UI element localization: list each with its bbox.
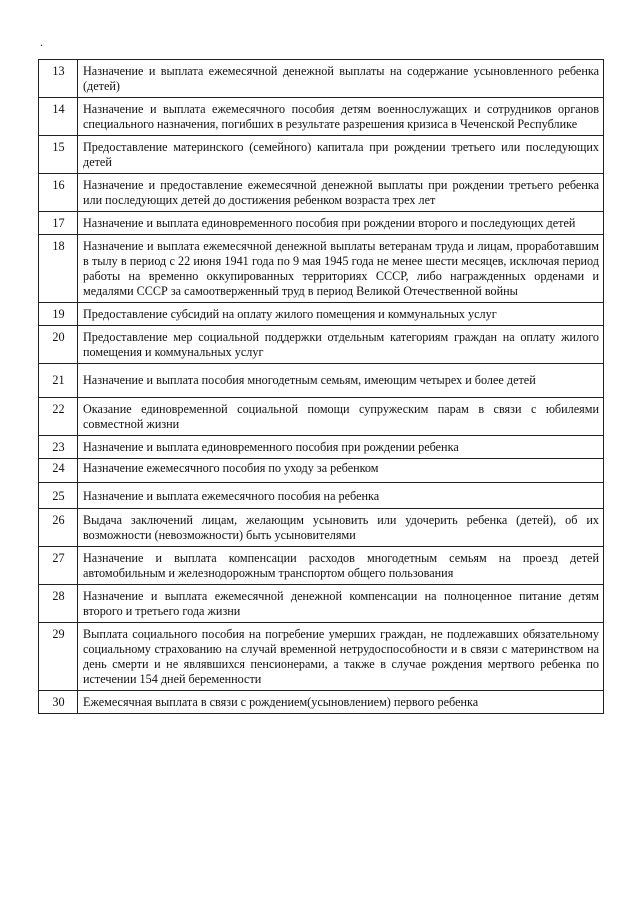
row-number: 24	[39, 459, 78, 483]
row-number: 22	[39, 398, 78, 436]
table-row	[39, 547, 604, 585]
row-description: Выплата социального пособия на погребение умерших граждан, не подлежавших обязательному социальному страхованию на случай временной нетрудоспособности и в связи с материнством на день смерти и не являвшихся пенсионерами, а также в случае рождения мертвого ребенка по истечении 154 дней беременности	[78, 623, 604, 691]
row-description: Назначение и выплата пособия многодетным семьям, имеющим четырех и более детей	[78, 364, 604, 398]
table-row	[39, 509, 604, 547]
table-row	[39, 364, 604, 398]
row-number: 15	[39, 136, 78, 174]
row-number: 21	[39, 364, 78, 398]
row-number: 23	[39, 436, 78, 459]
row-description: Назначение и выплата ежемесячного пособия детям военнослужащих и сотрудников органов специального назначения, погибших в результате разрешения кризиса в Чеченской Республике	[78, 98, 604, 136]
table-row	[39, 235, 604, 303]
row-number: 16	[39, 174, 78, 212]
row-description: Назначение и предоставление ежемесячной денежной выплаты при рождении третьего ребенка или последующих детей до достижения ребенком возраста трех лет	[78, 174, 604, 212]
row-description: Предоставление мер социальной поддержки отдельным категориям граждан на оплату жилого помещения и коммунальных услуг	[78, 326, 604, 364]
services-table-body	[39, 60, 604, 714]
table-row	[39, 623, 604, 691]
row-description: Назначение и выплата единовременного пособия при рождении второго и последующих детей	[78, 212, 604, 235]
table-row	[39, 303, 604, 326]
row-number: 25	[39, 483, 78, 509]
row-number: 30	[39, 691, 78, 714]
row-description: Назначение и выплата компенсации расходов многодетным семьям на проезд детей автомобильным и железнодорожным транспортом общего пользования	[78, 547, 604, 585]
table-row	[39, 483, 604, 509]
table-row	[39, 98, 604, 136]
table-row	[39, 585, 604, 623]
table-row	[39, 136, 604, 174]
row-description: Оказание единовременной социальной помощи супружеским парам в связи с юбилеями совместной жизни	[78, 398, 604, 436]
row-description: Назначение и выплата ежемесячного пособия на ребенка	[78, 483, 604, 509]
table-row	[39, 459, 604, 483]
table-row	[39, 398, 604, 436]
row-description: Предоставление материнского (семейного) капитала при рождении третьего или последующих детей	[78, 136, 604, 174]
row-description: Назначение и выплата единовременного пособия при рождении ребенка	[78, 436, 604, 459]
table-row	[39, 174, 604, 212]
row-description: Назначение ежемесячного пособия по уходу за ребенком	[78, 459, 604, 483]
services-table	[38, 59, 604, 714]
row-number: 19	[39, 303, 78, 326]
row-description: Назначение и выплата ежемесячной денежной выплаты на содержание усыновленного ребенка (детей)	[78, 60, 604, 98]
row-number: 17	[39, 212, 78, 235]
table-row	[39, 691, 604, 714]
row-number: 20	[39, 326, 78, 364]
row-number: 26	[39, 509, 78, 547]
row-number: 27	[39, 547, 78, 585]
table-row	[39, 436, 604, 459]
row-description: Предоставление субсидий на оплату жилого помещения и коммунальных услуг	[78, 303, 604, 326]
row-number: 28	[39, 585, 78, 623]
row-number: 14	[39, 98, 78, 136]
table-row	[39, 326, 604, 364]
row-description: Ежемесячная выплата в связи с рождением(усыновлением) первого ребенка	[78, 691, 604, 714]
table-row	[39, 212, 604, 235]
table-row	[39, 60, 604, 98]
row-description: Выдача заключений лицам, желающим усыновить или удочерить ребенка (детей), об их возможности (невозможности) быть усыновителями	[78, 509, 604, 547]
row-number: 13	[39, 60, 78, 98]
row-number: 18	[39, 235, 78, 303]
row-number: 29	[39, 623, 78, 691]
stray-mark: .	[40, 35, 43, 49]
row-description: Назначение и выплата ежемесячной денежной выплаты ветеранам труда и лицам, проработавшим в тылу в период с 22 июня 1941 года по 9 мая 1945 года не менее шести месяцев, исключая период работы на временно оккупированных территориях СССР, либо награжденных орденами и медалями СССР за самоотверженный труд в период Великой Отечественной войны	[78, 235, 604, 303]
row-description: Назначение и выплата ежемесячной денежной компенсации на полноценное питание детям второго и третьего года жизни	[78, 585, 604, 623]
